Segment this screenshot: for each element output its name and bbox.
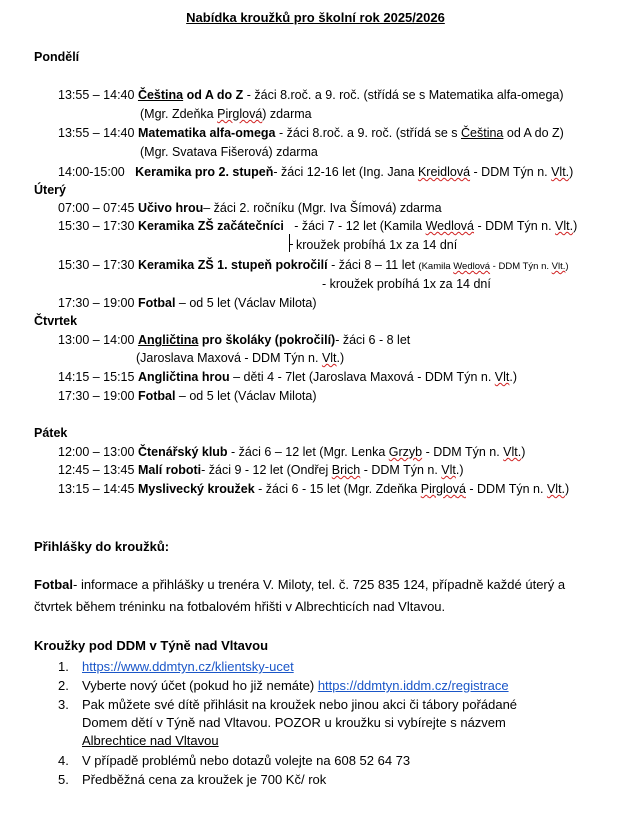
time: 15:30 – 17:30 [58,219,135,233]
detail-part: Vlt. [555,219,574,233]
bracket-divider [289,234,290,252]
course-detail: - žáci 8.roč. a 9. roč. (střídá se s Matematika alfa-omega) [243,88,564,102]
registration-link[interactable]: https://ddmtyn.iddm.cz/registrace [317,678,509,693]
day-heading-thursday: Čtvrtek [34,314,78,328]
detail-part: - žáci 12-16 let (Ing. Jana [273,165,418,179]
detail-part: - DDM Týn n. [490,261,552,272]
detail-part: - žáci 8 – 11 let [327,258,419,272]
detail-part: ) [565,482,570,496]
schedule-row [58,462,464,478]
time: 17:30 – 19:00 [58,389,135,403]
detail-part: ) [569,165,574,179]
detail-part: Pirglová [420,482,466,496]
schedule-row [58,200,442,216]
detail-part: .) [336,351,345,365]
list-text: Vyberte nový účet (pokud ho již nemáte) [82,678,318,693]
detail-part: (Jaroslava Maxová - DDM Týn n. [136,351,322,365]
course-detail: – od 5 let (Václav Milota) [175,389,317,403]
time: 07:00 – 07:45 [58,201,135,215]
list-text: Domem dětí v Týně nad Vltavou. POZOR u kroužku si vybírejte s názvem [82,715,506,730]
fotbal-text: - informace a přihlášky u trenéra V. Miloty, tel. č. 725 835 124, případně každé úterý a čtvrtek během tréninku na fotbalovém hřišti v Albrechticích nad Vltavou. [34,577,566,614]
schedule-row [58,164,573,180]
ddm-heading: Kroužky pod DDM v Týně nad Vltavou [34,638,269,653]
detail-part: ) zdarma [262,107,312,121]
list-number: 2. [58,678,69,693]
list-text: V případě problémů nebo dotazů volejte na 608 52 64 73 [82,753,411,768]
detail-part: - žáci 9 - 12 let (Ondřej [201,463,332,477]
course-name: Keramika pro 2. stupeň [135,165,274,179]
schedule-row [58,444,525,460]
detail-part: (Kamila [418,261,454,272]
schedule-row [58,218,577,234]
schedule-note: - kroužek probíhá 1x za 14 dní [322,277,491,291]
time: 15:30 – 17:30 [58,258,135,272]
course-name-part: pro školáky (pokročilí) [198,333,336,347]
detail-part: – děti 4 - 7let (Jaroslava Maxová - DDM Týn n. [229,370,495,384]
time: 14:15 – 15:15 [58,370,135,384]
detail-part: - žáci 7 - 12 let (Kamila [283,219,426,233]
course-name: Keramika ZŠ 1. stupeň pokročilí [137,258,328,272]
course-name-part: Angličtina [137,333,199,347]
course-detail: - žáci 6 - 8 let [335,333,411,347]
fotbal-info [34,574,574,618]
schedule-row [58,257,569,275]
course-name: Angličtina hrou [137,370,230,384]
time: 13:00 – 14:00 [58,333,135,347]
detail-part: - žáci 6 – 12 let (Mgr. Lenka [227,445,389,459]
detail-part: Pirglová [217,107,263,121]
schedule-row-cont: (Mgr. Svatava Fišerová) zdarma [140,145,318,159]
course-name: Učivo hrou [137,201,204,215]
course-name: Keramika ZŠ začátečníci [137,219,284,233]
detail-part: Wedlová [453,261,491,272]
list-text: Albrechtice nad Vltavou [82,733,219,748]
schedule-row [58,87,564,103]
schedule-row [58,369,517,385]
time: 13:55 – 14:40 [58,126,135,140]
detail-part: (Mgr. Zdeňka [140,107,218,121]
schedule-row [58,295,317,311]
detail-part: Vlt. [551,165,570,179]
course-detail: – od 5 let (Václav Milota) [175,296,317,310]
fotbal-label: Fotbal [34,577,73,592]
applications-heading: Přihlášky do kroužků: [34,539,170,554]
course-name-part: od A do Z [183,88,244,102]
list-number: 3. [58,697,69,712]
schedule-row-cont [136,350,344,366]
course-name: Fotbal [137,389,176,403]
time: 17:30 – 19:00 [58,296,135,310]
schedule-note: kroužek probíhá 1x za 14 dní [296,238,458,252]
detail-part: - DDM Týn n. [470,165,552,179]
detail-part: Vlt. [503,445,522,459]
course-name: Fotbal [137,296,176,310]
detail-part: Brich [331,463,361,477]
day-heading-friday: Pátek [34,426,68,440]
day-heading-tuesday: Úterý [34,183,66,197]
detail-part: Vlt [441,463,456,477]
detail-part: - DDM Týn n. [465,482,547,496]
time: 14:00-15:00 [58,165,125,179]
time: 12:00 – 13:00 [58,445,135,459]
schedule-row [58,332,410,348]
time: 12:45 – 13:45 [58,463,135,477]
course-name: Matematika alfa-omega [137,126,276,140]
course-name: Myslivecký kroužek [137,482,255,496]
list-text: Předběžná cena za kroužek je 700 Kč/ rok [82,772,327,787]
bracket-tick [289,244,293,245]
day-heading-monday: Pondělí [34,50,80,64]
detail-part: .) [509,370,518,384]
detail-part: - DDM Týn n. [360,463,442,477]
list-number: 1. [58,659,69,674]
list-number: 5. [58,772,69,787]
detail-part: - žáci 6 - 15 let (Mgr. Zdeňka [254,482,421,496]
detail-part: ) [573,219,578,233]
list-text: Pak můžete své dítě přihlásit na kroužek nebo jinou akci či tábory pořádané [82,697,518,712]
list-number: 4. [58,753,69,768]
time: 13:15 – 14:45 [58,482,135,496]
schedule-row [58,388,317,404]
detail-part: - DDM Týn n. [474,219,556,233]
client-account-link[interactable]: https://www.ddmtyn.cz/klientsky-ucet [82,659,294,674]
detail-part: - žáci 8.roč. a 9. roč. (střídá se s [275,126,461,140]
detail-part: Grzyb [388,445,423,459]
detail-part: Kreidlová [417,165,471,179]
course-name: Čtenářský klub [137,445,228,459]
detail-part: od A do Z) [503,126,564,140]
time: 13:55 – 14:40 [58,88,135,102]
detail-part: Vlt. [551,261,566,272]
schedule-row-cont [140,106,312,122]
course-name-part: Čeština [137,88,184,102]
schedule-row [58,481,569,497]
detail-part: - DDM Týn n. [422,445,504,459]
course-name: Malí roboti [137,463,202,477]
detail-part: Wedlová [425,219,475,233]
detail-part: Vlt. [546,482,566,496]
detail-part: ) [565,261,569,272]
page-title: Nabídka kroužků pro školní rok 2025/2026 [186,10,445,25]
detail-part: ) [521,445,526,459]
detail-part: .) [455,463,464,477]
course-detail: – žáci 2. ročníku (Mgr. Iva Šímová) zdarma [203,201,442,215]
detail-part: Čeština [461,126,504,140]
detail-part: Vlt [494,370,510,384]
schedule-row [58,125,564,141]
detail-part: Vlt [321,351,337,365]
